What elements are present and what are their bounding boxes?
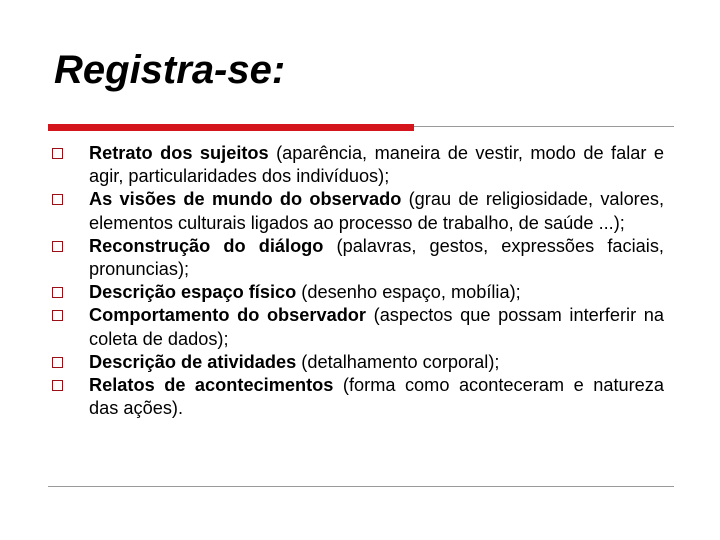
list-item [52, 374, 664, 420]
bullet-detail: (palavras, gestos, expressões faciais, pronuncias); [89, 235, 664, 280]
list-item [52, 188, 664, 234]
bullet-term: Comportamento do observador [89, 305, 366, 326]
bullet-list [52, 142, 664, 420]
bullet-term: Relatos de acontecimentos [89, 375, 334, 396]
list-item [52, 304, 664, 350]
square-bullet-icon [52, 148, 63, 159]
slide-title: Registra-se: [54, 48, 286, 92]
bullet-detail: (aparência, maneira de vestir, modo de falar e agir, particularidades dos indivíduos); [89, 143, 664, 187]
list-item [52, 351, 664, 374]
square-bullet-icon [52, 194, 63, 205]
bullet-detail: (desenho espaço, mobília); [296, 282, 521, 303]
bullet-detail: (grau de religiosidade, valores, elementos culturais ligados ao processo de trabalho, de saúde ...); [89, 189, 664, 233]
bullet-term: As visões de mundo do observado [89, 189, 402, 210]
bullet-term: Retrato dos sujeitos [89, 143, 269, 163]
square-bullet-icon [52, 380, 63, 391]
bullet-term: Descrição de atividades [89, 351, 297, 372]
bullet-term: Reconstrução do diálogo [89, 235, 324, 256]
square-bullet-icon [52, 287, 63, 298]
bullet-detail: (detalhamento corporal); [296, 351, 500, 372]
list-item [52, 281, 664, 304]
list-item [52, 235, 664, 281]
bullet-detail: (forma como aconteceram e natureza das ações). [89, 375, 664, 419]
bullet-term: Descrição espaço físico [89, 282, 297, 303]
square-bullet-icon [52, 357, 63, 368]
title-accent-bar [48, 124, 414, 131]
bullet-detail: (aspectos que possam interferir na coleta de dados); [89, 305, 665, 349]
list-item [52, 142, 664, 188]
square-bullet-icon [52, 310, 63, 321]
square-bullet-icon [52, 241, 63, 252]
bottom-divider-line [48, 486, 674, 487]
